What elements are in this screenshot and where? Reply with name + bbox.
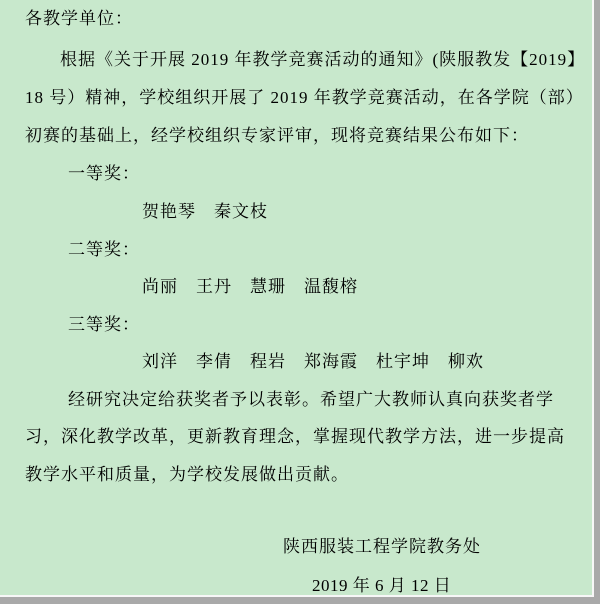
second-prize-heading: 二等奖： <box>68 240 140 259</box>
salutation: 各教学单位： <box>25 9 133 28</box>
closing-paragraph-line-3: 教学水平和质量，为学校发展做出贡献。 <box>25 465 349 484</box>
intro-paragraph-line-1: 根据《关于开展 2019 年教学竞赛活动的通知》(陕服教发【2019】 <box>60 50 586 69</box>
first-prize-heading: 一等奖： <box>68 164 140 183</box>
second-prize-winners: 尚丽 王丹 慧珊 温馥榕 <box>142 277 358 296</box>
issue-date: 2019 年 6 月 12 日 <box>312 576 452 595</box>
intro-paragraph-line-2: 18 号）精神，学校组织开展了 2019 年教学竞赛活动，在各学院（部） <box>25 88 584 107</box>
signature-unit: 陕西服装工程学院教务处 <box>283 537 481 556</box>
third-prize-winners: 刘洋 李倩 程岩 郑海霞 杜宇坤 柳欢 <box>142 352 484 371</box>
intro-paragraph-line-3: 初赛的基础上，经学校组织专家评审，现将竞赛结果公布如下： <box>25 126 529 145</box>
closing-paragraph-line-1: 经研究决定给获奖者予以表彰。希望广大教师认真向获奖者学 <box>68 390 554 409</box>
first-prize-winners: 贺艳琴 秦文枝 <box>142 202 268 221</box>
third-prize-heading: 三等奖： <box>68 315 140 334</box>
closing-paragraph-line-2: 习，深化教学改革，更新教育理念，掌握现代教学方法，进一步提高 <box>25 427 565 446</box>
